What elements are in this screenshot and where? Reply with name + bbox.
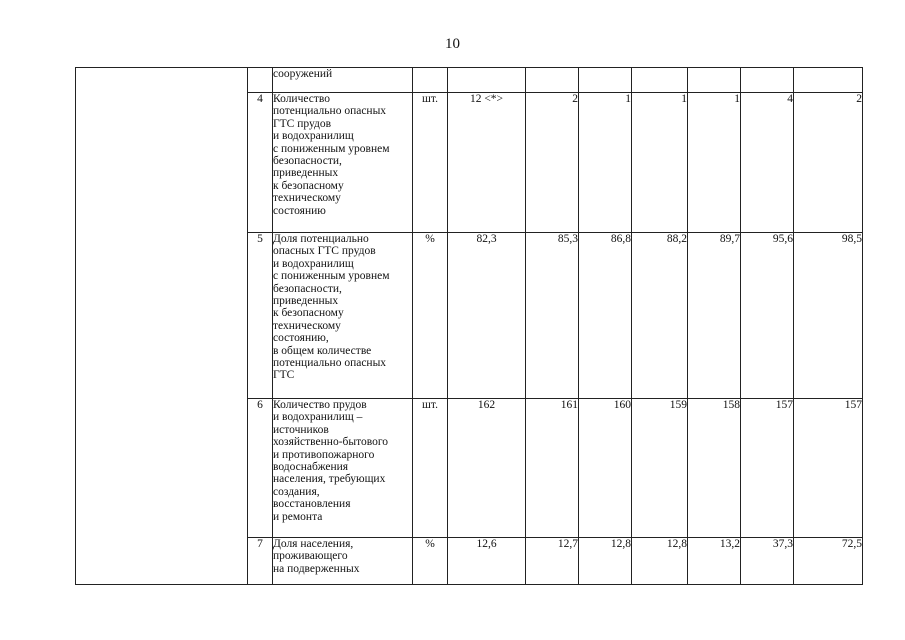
value-cell bbox=[448, 68, 526, 93]
row-number: 5 bbox=[248, 233, 273, 399]
indicator-name-line: безопасности, bbox=[273, 282, 342, 295]
indicator-name-line: к безопасному bbox=[273, 179, 344, 192]
value-cell: 158 bbox=[688, 399, 741, 538]
indicator-name-line: Количество bbox=[273, 93, 330, 105]
value-cell: 88,2 bbox=[632, 233, 688, 399]
indicator-name-line: Количество прудов bbox=[273, 399, 367, 411]
table-body bbox=[76, 68, 863, 585]
indicator-name-line: приведенных bbox=[273, 295, 339, 308]
indicator-name-line: населения, требующих bbox=[273, 473, 386, 486]
value-cell bbox=[526, 68, 579, 93]
indicator-name bbox=[273, 233, 413, 399]
indicator-name-line: потенциально опасных bbox=[273, 357, 387, 370]
indicator-name-line: приведенных bbox=[273, 167, 339, 180]
indicator-name-line: сооружений bbox=[273, 68, 333, 80]
value-cell: 12,6 bbox=[448, 538, 526, 585]
value-cell bbox=[741, 68, 794, 93]
value-cell: 72,5 bbox=[794, 538, 863, 585]
value-cell: 2 bbox=[794, 93, 863, 233]
value-cell: 1 bbox=[632, 93, 688, 233]
indicator-name-line: техническому bbox=[273, 192, 341, 205]
indicator-name-line: и ремонта bbox=[273, 510, 323, 523]
value-cell bbox=[794, 68, 863, 93]
indicator-name-line: потенциально опасных bbox=[273, 105, 387, 118]
indicator-name-line: опасных ГТС прудов bbox=[273, 245, 376, 258]
unit-cell bbox=[413, 68, 448, 93]
value-cell: 4 bbox=[741, 93, 794, 233]
value-cell: 159 bbox=[632, 399, 688, 538]
value-cell: 37,3 bbox=[741, 538, 794, 585]
value-cell: 98,5 bbox=[794, 233, 863, 399]
value-cell bbox=[632, 68, 688, 93]
indicator-name bbox=[273, 399, 413, 538]
indicator-name-line: водоснабжения bbox=[273, 461, 349, 474]
value-cell: 161 bbox=[526, 399, 579, 538]
indicator-name-line: и противопожарного bbox=[273, 448, 375, 461]
indicator-name-line: к безопасному bbox=[273, 307, 344, 320]
indicator-name-line: с пониженным уровнем bbox=[273, 142, 390, 155]
value-cell: 12,8 bbox=[632, 538, 688, 585]
indicator-name-line: хозяйственно-бытового bbox=[273, 436, 389, 449]
indicator-name-line: и водохранилищ – bbox=[273, 411, 363, 424]
indicator-name-line: безопасности, bbox=[273, 155, 342, 168]
value-cell: 13,2 bbox=[688, 538, 741, 585]
value-cell: 82,3 bbox=[448, 233, 526, 399]
row-number bbox=[248, 68, 273, 93]
indicator-name-line: с пониженным уровнем bbox=[273, 270, 390, 283]
value-cell bbox=[688, 68, 741, 93]
indicator-name-line: и водохранилищ bbox=[273, 257, 354, 270]
indicator-name-line: Доля населения, bbox=[273, 538, 354, 550]
page-number: 10 bbox=[445, 36, 460, 52]
indicator-name-line: состоянию bbox=[273, 204, 326, 217]
value-cell: 12,7 bbox=[526, 538, 579, 585]
value-cell: 157 bbox=[794, 399, 863, 538]
indicator-name-line: создания, bbox=[273, 485, 320, 498]
indicator-name-line: техническому bbox=[273, 319, 341, 332]
value-cell: 89,7 bbox=[688, 233, 741, 399]
unit-cell: % bbox=[413, 538, 448, 585]
indicator-name-line: ГТС прудов bbox=[273, 117, 332, 130]
value-cell: 157 bbox=[741, 399, 794, 538]
indicator-name-line: источников bbox=[273, 423, 329, 436]
indicator-name-line: на подверженных bbox=[273, 562, 360, 575]
indicator-name bbox=[273, 538, 413, 585]
unit-cell: % bbox=[413, 233, 448, 399]
value-cell: 162 bbox=[448, 399, 526, 538]
indicator-name-line: и водохранилищ bbox=[273, 130, 354, 143]
value-cell: 160 bbox=[579, 399, 632, 538]
indicator-name-line: восстановления bbox=[273, 498, 351, 511]
blank-cell bbox=[76, 68, 248, 585]
unit-cell: шт. bbox=[413, 399, 448, 538]
unit-cell: шт. bbox=[413, 93, 448, 233]
value-cell: 86,8 bbox=[579, 233, 632, 399]
row-number: 6 bbox=[248, 399, 273, 538]
indicator-name-line: Доля потенциально bbox=[273, 233, 369, 245]
value-cell: 1 bbox=[688, 93, 741, 233]
table-row bbox=[76, 68, 863, 93]
indicator-name-line: проживающего bbox=[273, 550, 348, 563]
value-cell: 2 bbox=[526, 93, 579, 233]
indicator-name-line: ГТС bbox=[273, 369, 295, 382]
value-cell: 1 bbox=[579, 93, 632, 233]
row-number: 7 bbox=[248, 538, 273, 585]
indicator-name bbox=[273, 93, 413, 233]
value-cell: 95,6 bbox=[741, 233, 794, 399]
indicator-name-line: состоянию, bbox=[273, 332, 329, 345]
value-cell bbox=[579, 68, 632, 93]
indicator-name-line: в общем количестве bbox=[273, 344, 372, 357]
value-cell: 85,3 bbox=[526, 233, 579, 399]
indicators-table bbox=[75, 67, 863, 585]
value-cell: 12 <*> bbox=[448, 93, 526, 233]
value-cell: 12,8 bbox=[579, 538, 632, 585]
indicator-name bbox=[273, 68, 413, 93]
row-number: 4 bbox=[248, 93, 273, 233]
